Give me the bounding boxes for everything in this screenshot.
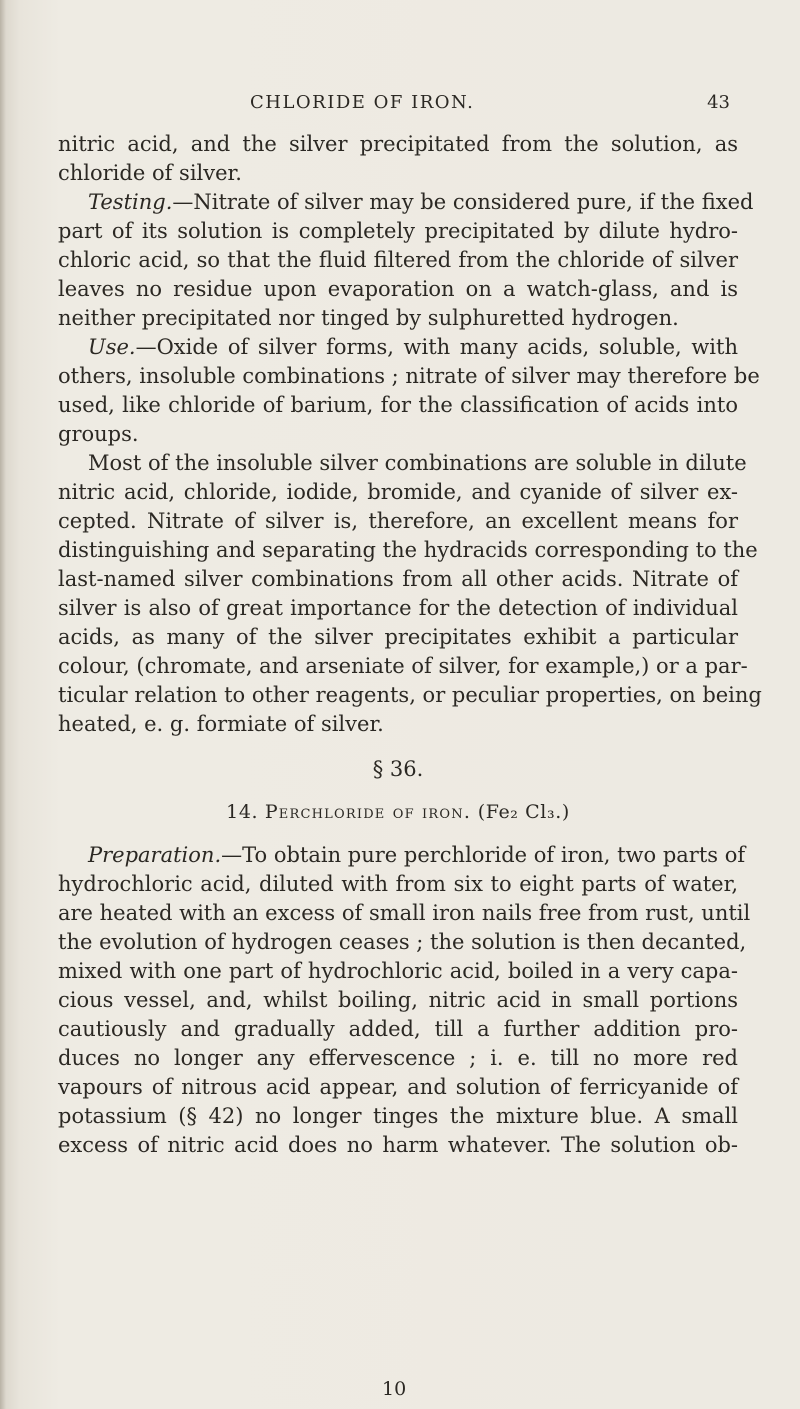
text-line: others, insoluble combinations ; nitrate of silver may therefore be (58, 364, 760, 388)
text-line: nitric acid, and the silver precipitated from the solution, as (58, 132, 738, 156)
use-label: Use. (88, 335, 136, 359)
text-line: the evolution of hydrogen ceases ; the solution is then decanted, (58, 930, 747, 954)
section-heading (58, 798, 738, 827)
body-text (58, 130, 762, 1160)
text-line: silver is also of great importance for the detection of individual (58, 596, 738, 620)
use-paragraph-start (58, 333, 738, 362)
text-line: leaves no residue upon evaporation on a watch-glass, and is (58, 277, 738, 301)
text-line: vapours of nitrous acid appear, and solution of ferricyanide of (58, 1075, 738, 1099)
binding-edge (0, 0, 6, 1409)
text-line: cepted. Nitrate of silver is, therefore, an excellent means for (58, 509, 738, 533)
page-number: 43 (707, 92, 730, 113)
preparation-paragraph-start (58, 841, 746, 870)
running-title: CHLORIDE OF IRON. (250, 92, 475, 113)
text-line: last-named silver combinations from all other acids. Nitrate of (58, 567, 738, 591)
text-line: cious vessel, and, whilst boiling, nitric acid in small portions (58, 988, 738, 1012)
text-line: heated, e. g. formiate of silver. (58, 712, 384, 736)
text-run: —Nitrate of silver may be considered pure, if the fixed (172, 190, 754, 214)
text-line: groups. (58, 422, 139, 446)
text-line: ticular relation to other reagents, or peculiar properties, on being (58, 683, 762, 707)
text-line: duces no longer any effervescence ; i. e. till no more red (58, 1046, 738, 1070)
text-line: are heated with an excess of small iron nails free from rust, until (58, 901, 751, 925)
text-line: nitric acid, chloride, iodide, bromide, and cyanide of silver ex- (58, 480, 738, 504)
spacer (58, 784, 738, 798)
text-run: —To obtain pure perchloride of iron, two parts of (221, 843, 746, 867)
text-line: hydrochloric acid, diluted with from six to eight parts of water, (58, 872, 738, 896)
text-line: acids, as many of the silver precipitates exhibit a particular (58, 625, 738, 649)
spacer (58, 739, 738, 755)
text-line: excess of nitric acid does no harm whatever. The solution ob- (58, 1133, 738, 1157)
heading-number: 14. (226, 801, 259, 823)
running-head (250, 92, 730, 122)
text-line: mixed with one part of hydrochloric acid, boiled in a very capa- (58, 959, 738, 983)
signature-mark: 10 (382, 1378, 407, 1400)
heading-formula: (Fe₂ Cl₃.) (477, 801, 570, 823)
text-line: colour, (chromate, and arseniate of silver, for example,) or a par- (58, 654, 748, 678)
text-line: part of its solution is completely precipitated by dilute hydro- (58, 219, 738, 243)
text-line: chloric acid, so that the fluid filtered from the chloride of silver (58, 248, 738, 272)
text-line: chloride of silver. (58, 161, 242, 185)
text-line: potassium (§ 42) no longer tinges the mixture blue. A small (58, 1104, 738, 1128)
spacer (58, 827, 738, 841)
text-line: used, like chloride of barium, for the classification of acids into (58, 393, 738, 417)
heading-text: Perchloride of iron. (264, 801, 472, 823)
text-line: cautiously and gradually added, till a further addition pro- (58, 1017, 738, 1041)
text-line: Most of the insoluble silver combinations are soluble in dilute (88, 451, 747, 475)
testing-label: Testing. (88, 190, 173, 214)
text-line: distinguishing and separating the hydracids corresponding to the (58, 538, 758, 562)
text-line: neither precipitated nor tinged by sulphuretted hydrogen. (58, 306, 679, 330)
text-run: —Oxide of silver forms, with many acids, soluble, with (135, 335, 738, 359)
section-mark: § 36. (372, 757, 424, 781)
testing-paragraph-start (58, 188, 754, 217)
preparation-label: Preparation. (88, 843, 222, 867)
